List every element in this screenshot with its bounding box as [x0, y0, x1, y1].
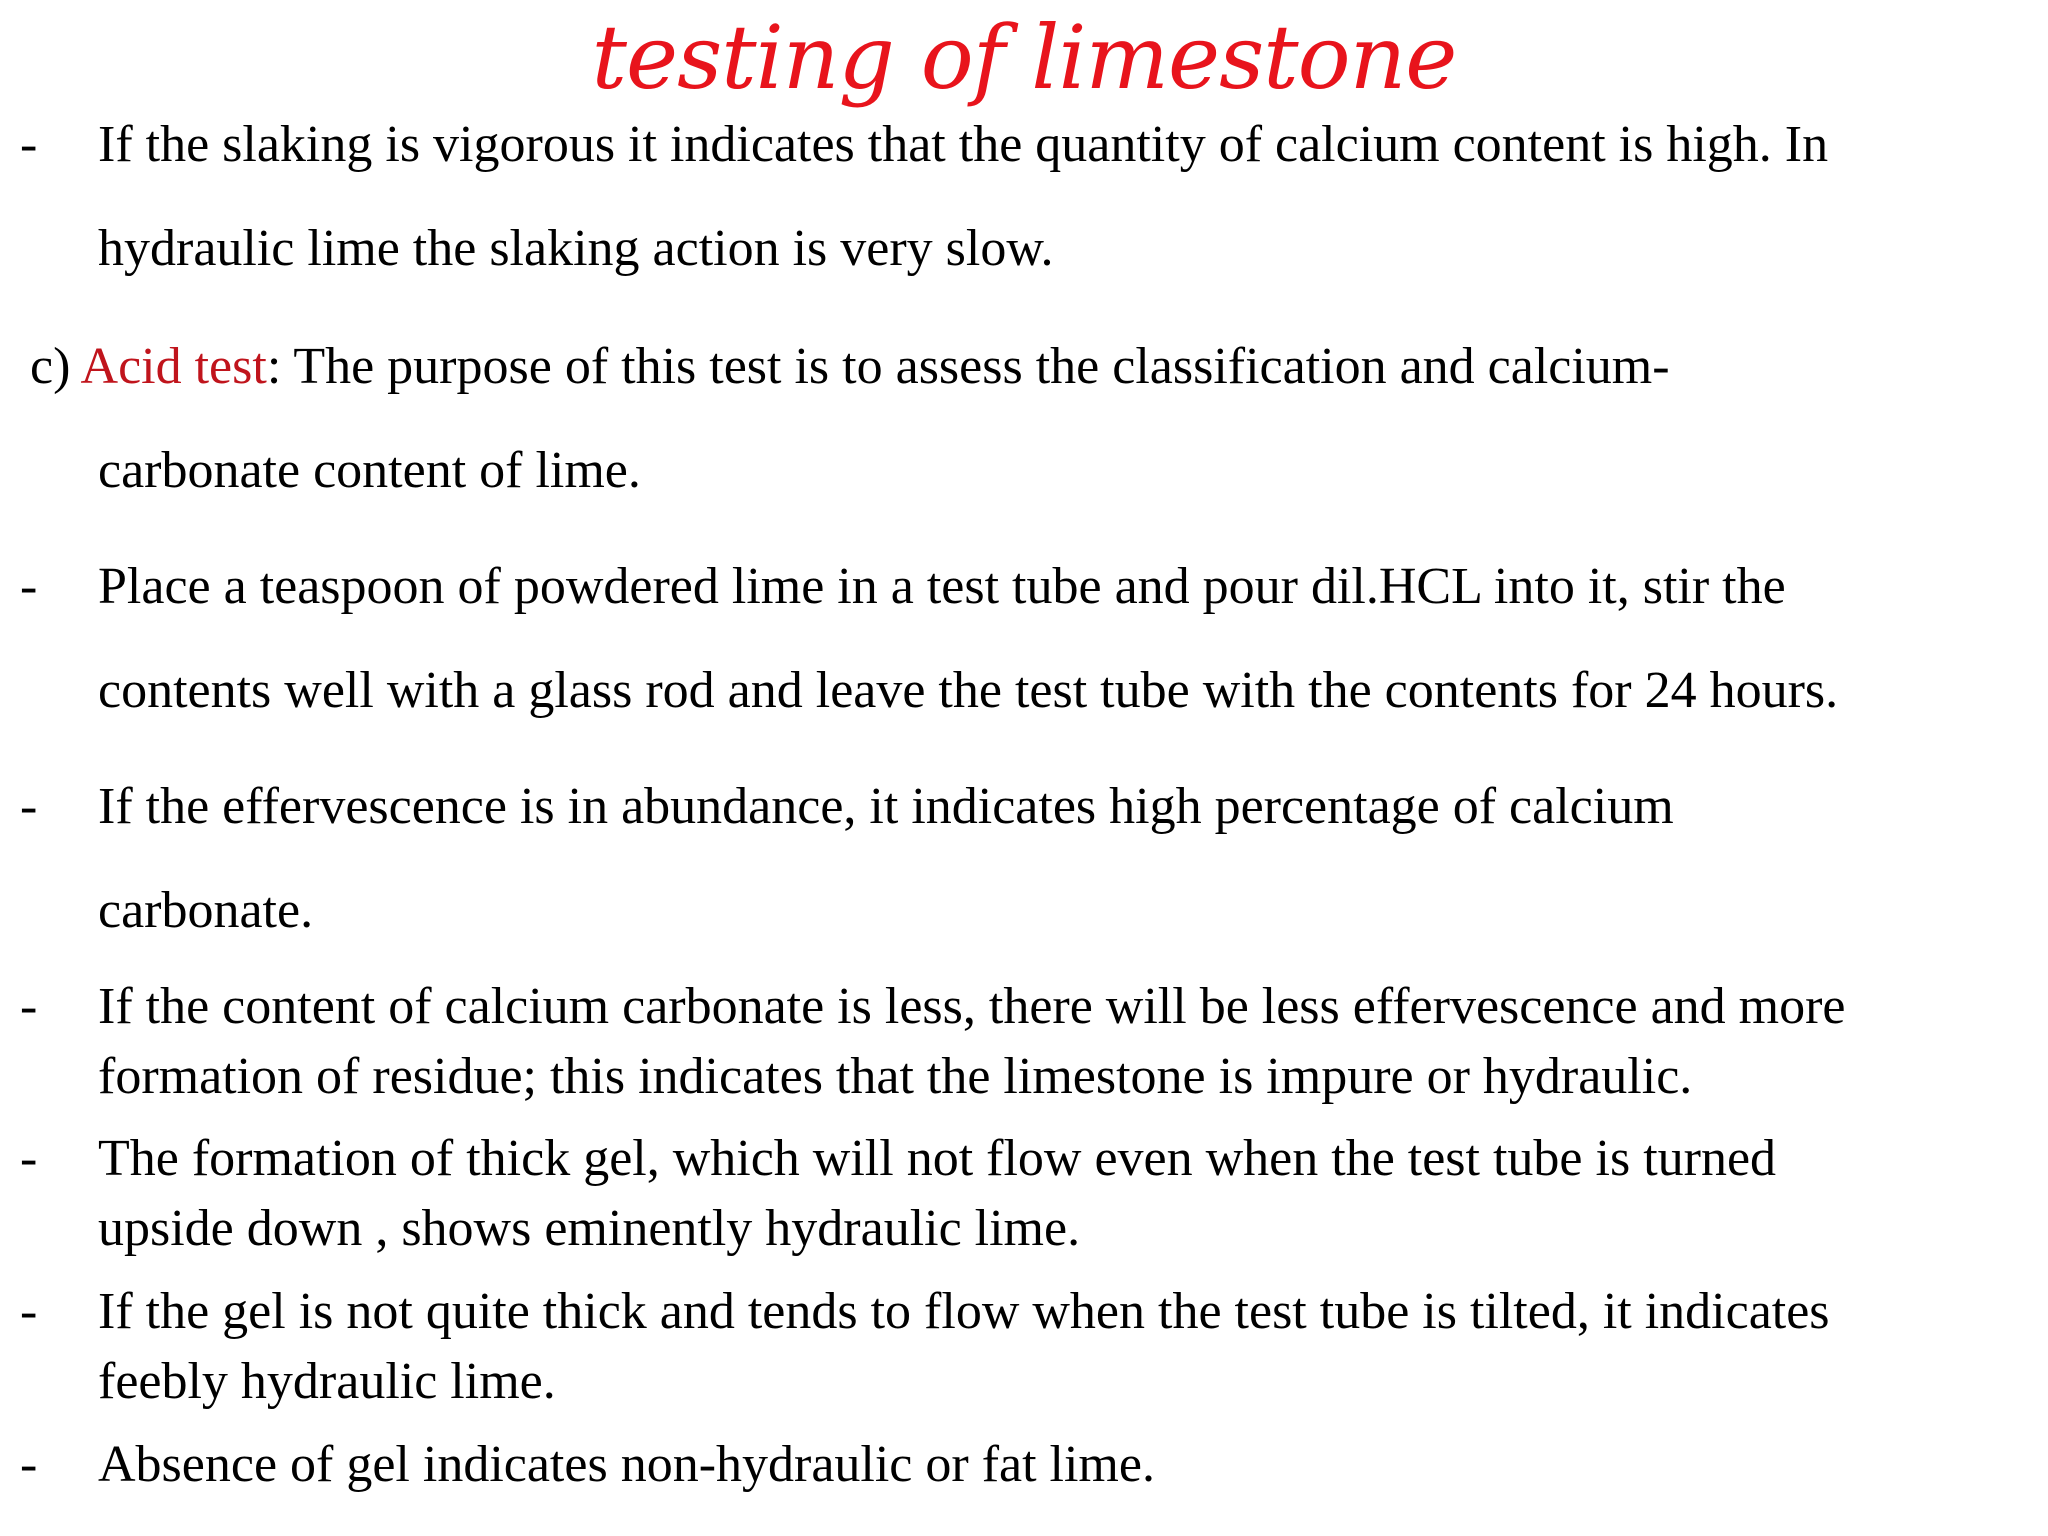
list-item-line: contents well with a glass rod and leave the test tube with the contents for 24 hours. [98, 662, 1839, 719]
section-acid-test [30, 315, 1670, 523]
bullet-marker: - [20, 1130, 38, 1187]
bullet-marker: - [20, 116, 38, 173]
list-item [98, 535, 2038, 743]
list-item [98, 93, 2038, 301]
section-colon: : [266, 338, 282, 395]
bullet-marker: - [20, 558, 38, 615]
list-item-line: Place a teaspoon of powdered lime in a test tube and pour dil.HCL into it, stir the [98, 558, 1786, 615]
list-item-line: The formation of thick gel, which will not flow even when the test tube is turned [98, 1130, 1777, 1187]
list-item-line: formation of residue; this indicates that the limestone is impure or hydraulic. [98, 1048, 1693, 1105]
list-item [98, 1430, 2038, 1500]
list-item-line: If the slaking is vigorous it indicates that the quantity of calcium content is high. In [98, 116, 1829, 173]
list-item-line: If the gel is not quite thick and tends to flow when the test tube is tilted, it indicates [98, 1283, 1830, 1340]
section-heading: Acid test [80, 338, 267, 395]
section-prefix: c) [30, 338, 81, 395]
bullet-marker: - [20, 978, 38, 1035]
section-text: The purpose of this test is to assess the classification and calcium- [281, 338, 1670, 395]
list-item [98, 972, 2038, 1112]
list-item-line: If the effervescence is in abundance, it indicates high percentage of calcium [98, 778, 1674, 835]
bullet-marker: - [20, 1436, 38, 1493]
bullet-marker: - [20, 778, 38, 835]
list-item-line: upside down , shows eminently hydraulic lime. [98, 1200, 1081, 1257]
list-item [98, 1124, 2038, 1264]
section-text-continued: carbonate content of lime. [98, 442, 641, 499]
list-item [98, 755, 2038, 963]
list-item-line: carbonate. [98, 882, 314, 939]
list-item-line: If the content of calcium carbonate is less, there will be less effervescence and more [98, 978, 1846, 1035]
bullet-marker: - [20, 1283, 38, 1340]
list-item [98, 1277, 2038, 1417]
page-title: testing of limestone [591, 6, 1457, 109]
list-item-line: Absence of gel indicates non-hydraulic or fat lime. [98, 1436, 1155, 1493]
list-item-line: feebly hydraulic lime. [98, 1353, 556, 1410]
list-item-line: hydraulic lime the slaking action is very slow. [98, 220, 1054, 277]
